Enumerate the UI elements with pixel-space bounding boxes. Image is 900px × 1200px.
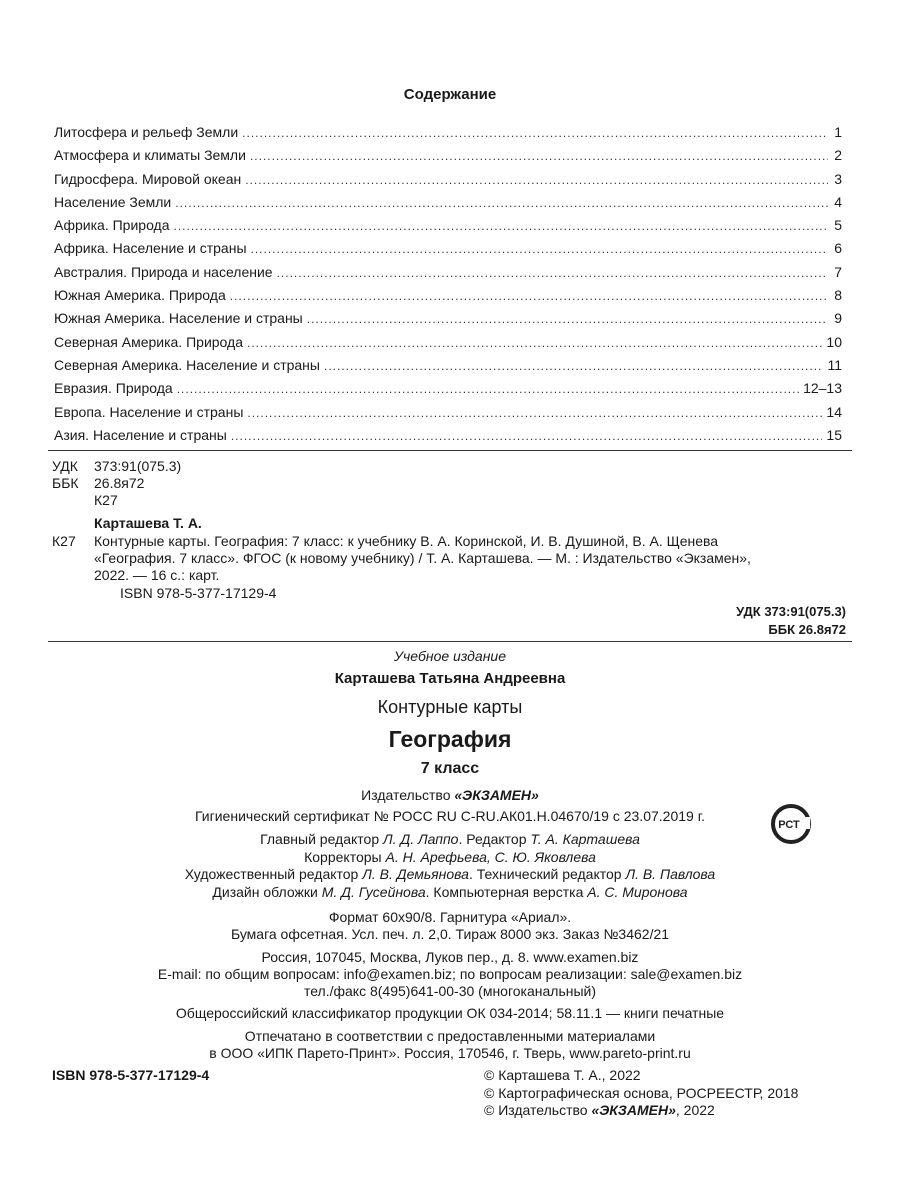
toc-leader-dots: [231, 429, 823, 443]
classifier-line: Общероссийский классификатор продукции ОК 034-2014; 58.11.1 — книги печатные: [175, 1005, 725, 1021]
biblio-line-2: «География. 7 класс». ФГОС (к новому учебнику) / Т. А. Карташева. — М. : Издательство «Экзамен»,: [94, 550, 751, 566]
toc-item: [54, 147, 842, 170]
bbk-value: 26.8я72: [94, 475, 145, 491]
copyright-map: © Картографическая основа, РОСРЕЕСТР, 2018: [484, 1085, 799, 1101]
toc-leader-dots: [247, 336, 822, 350]
toc-leader-dots: [277, 266, 828, 280]
toc-leader-dots: [230, 289, 828, 303]
toc-title: Содержание: [403, 86, 497, 103]
toc-item-page: 12–13: [803, 380, 842, 397]
toc-leader-dots: [177, 382, 799, 396]
biblio-line-3: 2022. — 16 с.: карт.: [94, 567, 220, 583]
toc-item-label: Население Земли: [54, 193, 172, 210]
toc-item: [54, 357, 842, 380]
editor: Т. А. Карташева: [530, 831, 640, 847]
chief-editor-label: Главный редактор: [260, 831, 384, 847]
toc-item-page: 3: [834, 170, 842, 187]
author-full: Карташева Татьяна Андреевна: [334, 670, 566, 687]
format-line: Формат 60х90/8. Гарнитура «Ариал».: [328, 909, 572, 925]
toc-item-label: Южная Америка. Население и страны: [54, 310, 303, 327]
paper-line: Бумага офсетная. Усл. печ. л. 2,0. Тираж 8000 экз. Заказ №3462/21: [230, 926, 670, 942]
toc-item: [54, 334, 842, 357]
toc-leader-dots: [251, 242, 828, 256]
toc-leader-dots: [324, 359, 823, 373]
art-label: Художественный редактор: [184, 866, 363, 882]
editors-line: [0, 831, 900, 847]
toc-item: [54, 310, 842, 333]
toc-item-label: Африка. Население и страны: [54, 240, 247, 257]
phone-line: тел./факс 8(495)641-00-30 (многоканальный): [303, 983, 597, 999]
toc-item-page: 11: [827, 356, 842, 373]
toc-item-page: 14: [826, 403, 842, 420]
copyright-author: © Карташева Т. А., 2022: [484, 1067, 641, 1083]
toc-leader-dots: [245, 173, 828, 187]
biblio-isbn: ISBN 978-5-377-17129-4: [120, 585, 277, 601]
toc-item: [54, 287, 842, 310]
toc-item-page: 6: [834, 240, 842, 257]
tech-editor: Л. В. Павлова: [625, 866, 716, 882]
toc-item-label: Европа. Население и страны: [54, 403, 244, 420]
art-tech-line: [0, 866, 900, 882]
toc-item: [54, 124, 842, 147]
bbk-right: ББК 26.8я72: [768, 622, 846, 637]
divider: [48, 450, 852, 451]
toc-leader-dots: [307, 312, 828, 326]
svg-text:РСТ: РСТ: [778, 819, 800, 831]
chief-editor: Л. Д. Лаппо: [383, 831, 459, 847]
copyright-year: , 2022: [675, 1102, 715, 1118]
grade: 7 класс: [420, 760, 480, 777]
cover-layout-line: [0, 884, 900, 900]
layout-designer: А. С. Миронова: [587, 884, 688, 900]
subject-title: География: [388, 726, 512, 752]
toc-item: [54, 171, 842, 194]
toc-item-page: 9: [834, 310, 842, 327]
toc-item-label: Гидросфера. Мировой океан: [54, 170, 242, 187]
bbk-label: ББК: [52, 475, 79, 491]
toc-item: [54, 217, 842, 240]
cover-label: Дизайн обложки: [212, 884, 322, 900]
toc-item-label: Южная Америка. Природа: [54, 287, 226, 304]
toc-item-page: 15: [826, 426, 842, 443]
toc-item-page: 4: [834, 193, 842, 210]
publisher-line: [0, 787, 900, 803]
toc-item-label: Евразия. Природа: [54, 380, 173, 397]
printed-line-2: в ООО «ИПК Парето-Принт». Россия, 170546, г. Тверь, www.pareto-print.ru: [209, 1045, 691, 1061]
biblio-line-1: Контурные карты. География: 7 класс: к учебнику В. А. Коринской, И. В. Душиной, В. А. Щенева: [94, 533, 719, 549]
toc-item-page: 1: [834, 124, 842, 140]
proof-label: Корректоры: [304, 849, 386, 865]
toc-item-page: 5: [834, 217, 842, 234]
toc-item: [54, 264, 842, 287]
toc-item: [54, 240, 842, 263]
tech-label: . Технический редактор: [468, 866, 626, 882]
toc-leader-dots: [247, 406, 822, 420]
isbn-bottom: ISBN 978-5-377-17129-4: [52, 1067, 210, 1083]
toc-item-page: 10: [826, 333, 842, 350]
toc-item-label: Африка. Природа: [54, 217, 170, 234]
toc-item: [54, 427, 842, 450]
toc-item-label: Австралия. Природа и население: [54, 263, 273, 280]
certificate: Гигиенический сертификат № РОСС RU С-RU.АК01.Н.04670/19 с 23.07.2019 г.: [195, 808, 705, 824]
publisher-name: «ЭКЗАМЕН»: [454, 787, 539, 803]
proofreaders: А. Н. Арефьева, С. Ю. Яковлева: [385, 849, 596, 865]
copyright-prefix: © Издательство: [484, 1102, 592, 1118]
toc-item-label: Азия. Население и страны: [54, 426, 227, 443]
toc-item: [54, 404, 842, 427]
udk-right: УДК 373:91(075.3): [736, 604, 846, 619]
udk-label: УДК: [52, 458, 78, 474]
udk-value: 373:91(075.3): [94, 458, 182, 474]
author-code-left: К27: [52, 533, 76, 549]
cover-designer: М. Д. Гусейнова: [321, 884, 426, 900]
address-line: Россия, 107045, Москва, Луков пер., д. 8. www.examen.biz: [261, 949, 639, 965]
toc-leader-dots: [250, 149, 828, 163]
toc-item-label: Северная Америка. Природа: [54, 333, 243, 350]
edition-type: Учебное издание: [394, 648, 506, 664]
toc-item-label: Атмосфера и климаты Земли: [54, 147, 246, 164]
proofreaders-line: [0, 849, 900, 865]
author-short: Карташева Т. А.: [94, 515, 202, 531]
publisher-prefix: Издательство: [361, 787, 455, 803]
author-code: К27: [94, 492, 118, 508]
toc-leader-dots: [242, 126, 828, 140]
editor-label: . Редактор: [458, 831, 531, 847]
toc-item-page: 7: [834, 263, 842, 280]
art-editor: Л. В. Демьянова: [362, 866, 469, 882]
toc-item-label: Литосфера и рельеф Земли: [54, 124, 239, 140]
layout-label: . Компьютерная верстка: [425, 884, 588, 900]
email-line: E-mail: по общим вопросам: info@examen.biz; по вопросам реализации: sale@examen.biz: [157, 966, 743, 982]
toc-item-page: 8: [834, 287, 842, 304]
divider: [48, 641, 852, 642]
copyright-publisher: [484, 1102, 715, 1118]
toc-item: [54, 380, 842, 403]
printed-line-1: Отпечатано в соответствии с предоставленными материалами: [244, 1028, 656, 1044]
toc-leader-dots: [175, 196, 828, 210]
copyright-publisher-name: «ЭКЗАМЕН»: [591, 1102, 676, 1118]
toc-item-label: Северная Америка. Население и страны: [54, 356, 320, 373]
toc-leader-dots: [174, 219, 828, 233]
toc-item: [54, 194, 842, 217]
toc-item-page: 2: [834, 147, 842, 164]
toc-list: [54, 124, 842, 450]
series-title: Контурные карты: [377, 697, 523, 717]
